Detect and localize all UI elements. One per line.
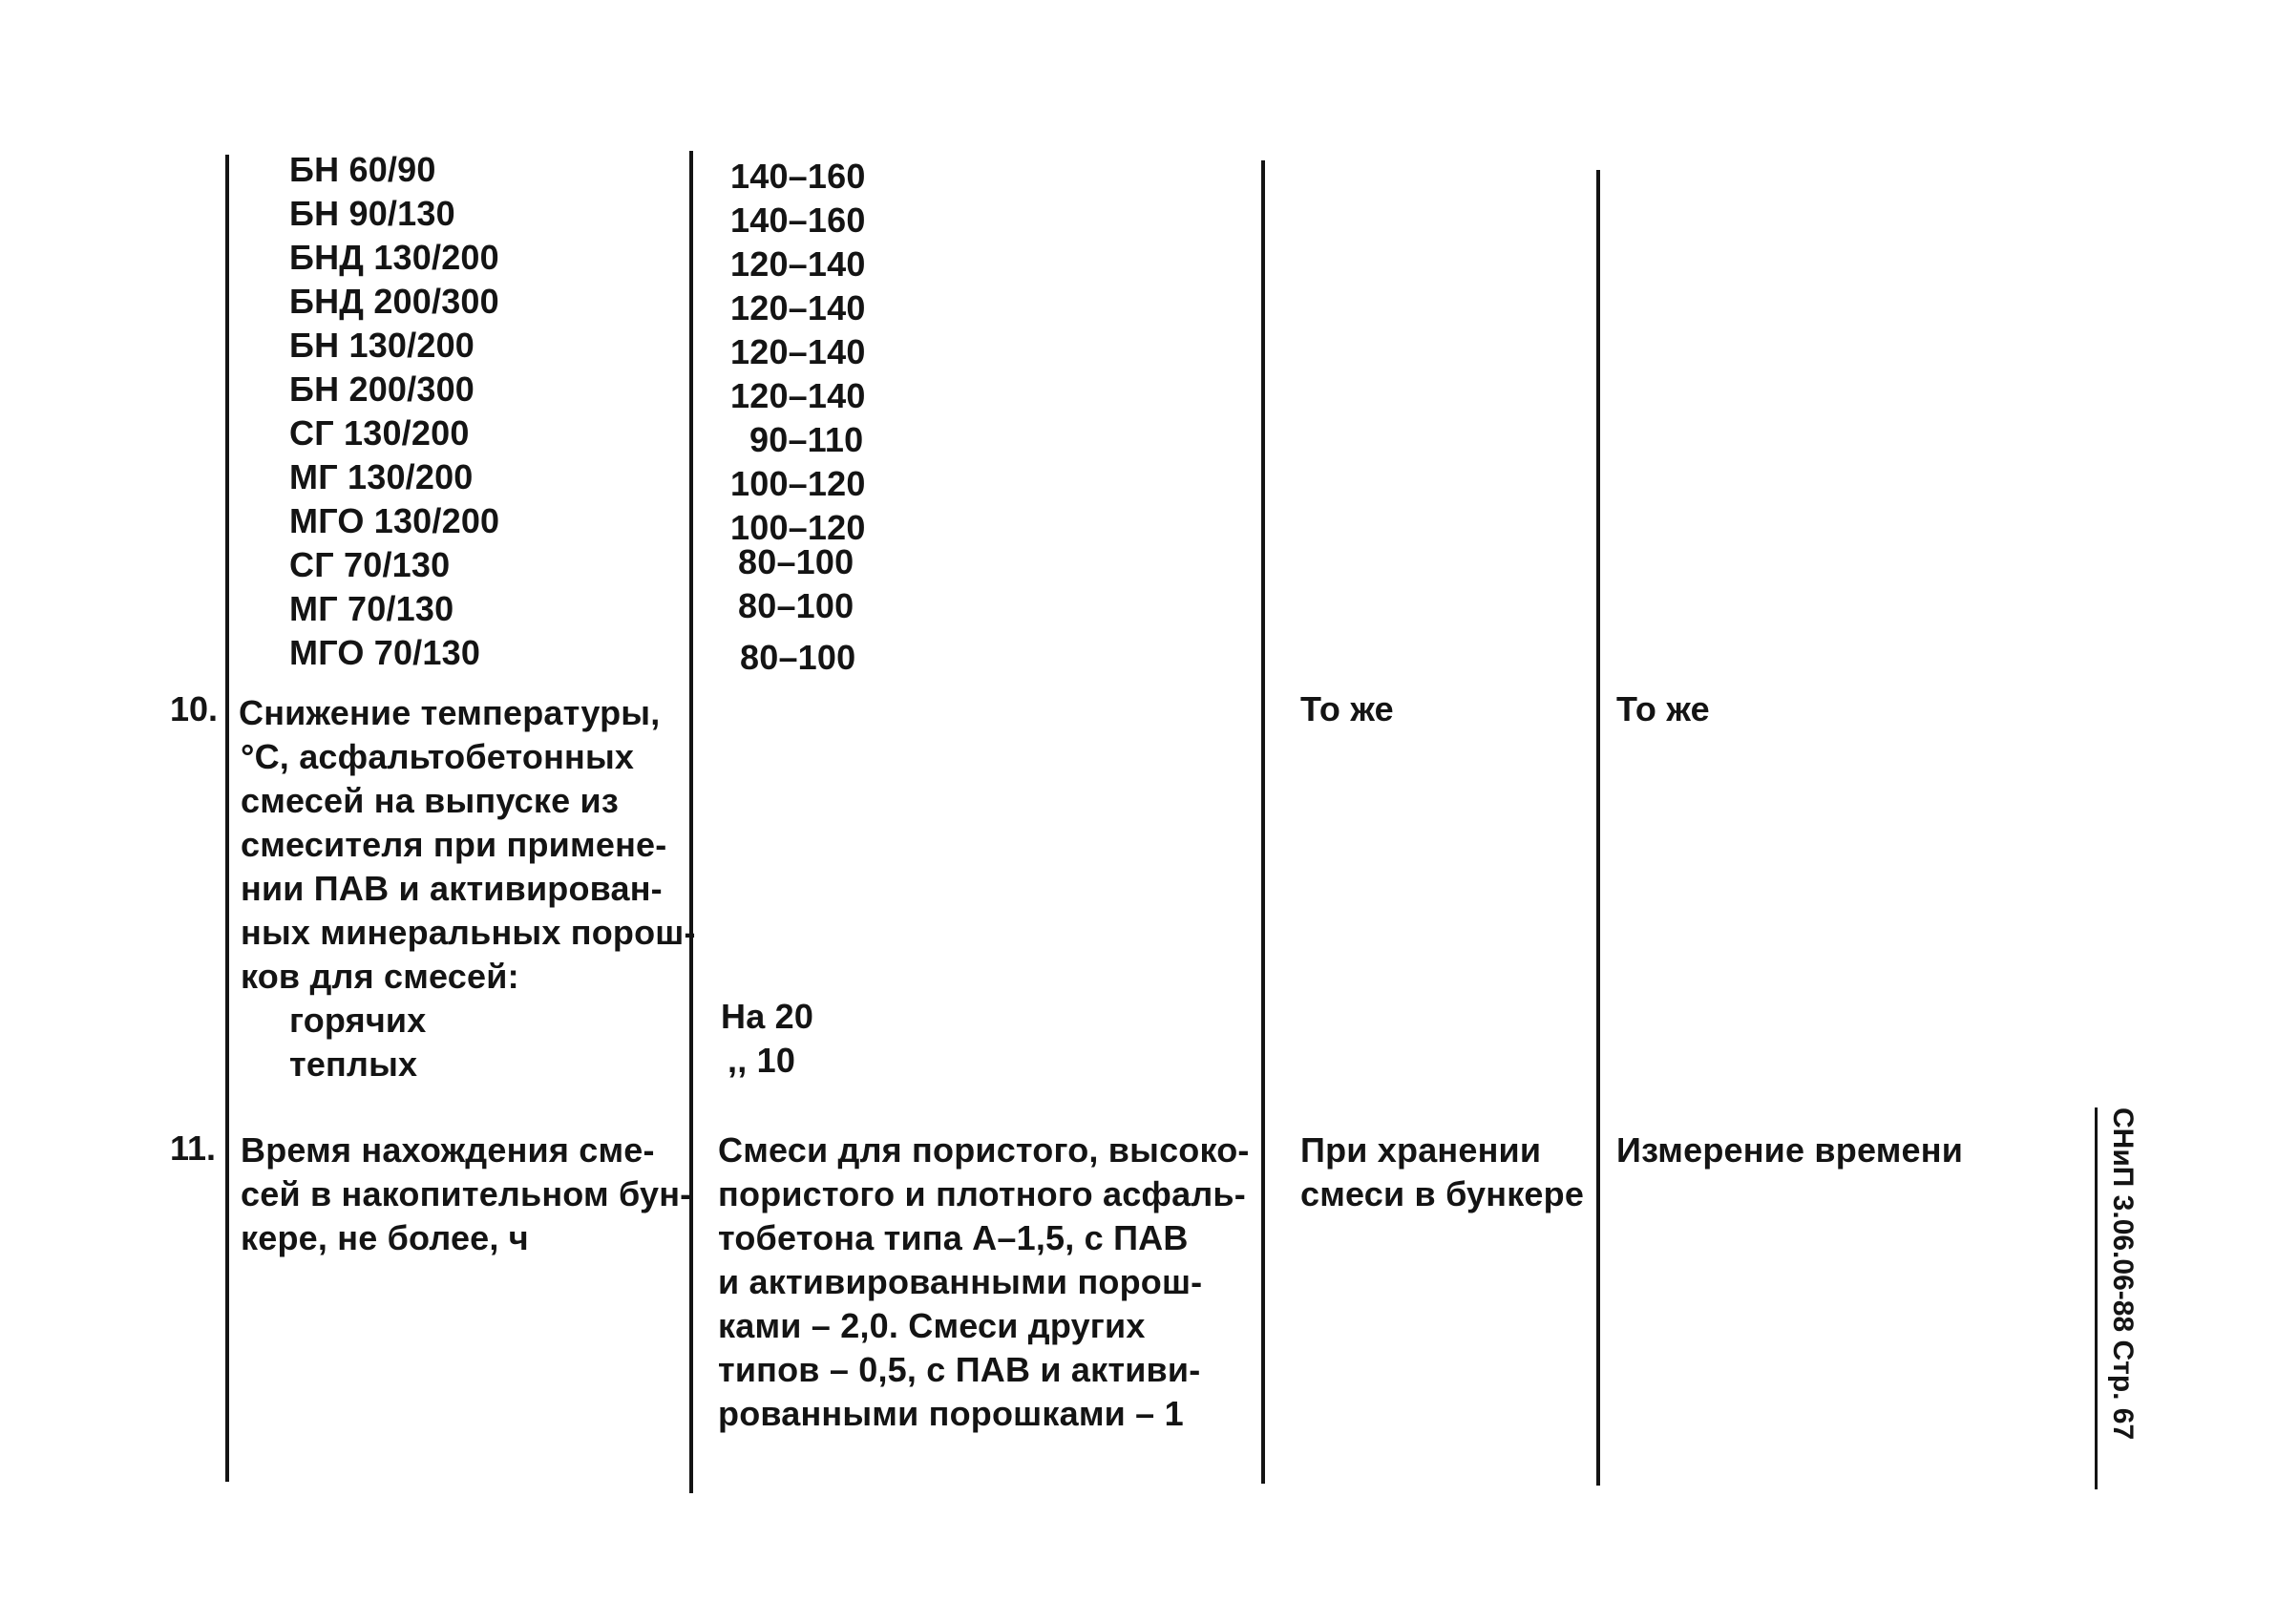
row-number: 10. [170,689,219,728]
grade-label: БНД 130/200 [289,238,499,277]
row11-control-line: смеси в бункере [1300,1174,1585,1213]
side-running-header [2105,1107,2140,1489]
row11-description-line: Время нахождения сме- [241,1130,655,1170]
grade-temperature: 80–100 [738,542,854,581]
row10-control: То же [1300,689,1394,728]
grade-temperature: 140–160 [730,200,866,240]
row10-description-line: смесителя при примене- [241,825,667,864]
grade-label: БН 130/200 [289,326,475,365]
grade-temperature: 120–140 [730,288,866,327]
row11-description-line: кере, не более, ч [241,1218,529,1257]
grade-label: МГ 130/200 [289,457,474,496]
grade-label: МГ 70/130 [289,589,454,628]
side-label-text: СНиП 3.06.06-88 Стр. 67 [2107,1107,2139,1441]
column-rule-3 [1261,160,1265,1484]
row10-description-line: °С, асфальтобетонных [241,737,635,776]
grade-temperature: 100–120 [730,508,866,547]
grade-temperature: 120–140 [730,332,866,371]
grade-label: МГО 130/200 [289,501,500,540]
row10-item-label: теплых [289,1044,418,1084]
row11-control-line: При хранении [1300,1130,1542,1170]
side-label-rule [2095,1107,2098,1489]
grade-temperature: 100–120 [730,464,866,503]
grade-label: СГ 130/200 [289,413,470,453]
row10-description-line: смесей на выпуске из [241,781,619,820]
row11-value-line: рованными порошками – 1 [718,1394,1184,1433]
row10-description-line: Снижение температуры, [239,693,661,732]
row11-value-line: типов – 0,5, с ПАВ и активи- [718,1350,1201,1389]
grade-label: БН 200/300 [289,369,475,409]
column-rule-4 [1596,170,1600,1486]
grade-temperature: 80–100 [738,586,854,625]
row11-description-line: сей в накопительном бун- [241,1174,692,1213]
row10-item-label: горячих [289,1001,427,1040]
row10-description-line: ков для смесей: [241,957,519,996]
row11-method: Измерение времени [1616,1130,1964,1170]
grade-temperature: 90–110 [749,420,864,459]
row11-value-line: и активированными порош- [718,1262,1203,1301]
row11-value-line: ками – 2,0. Смеси других [718,1306,1146,1345]
row10-description-line: ных минеральных порош- [241,913,696,952]
row10-description-line: нии ПАВ и активирован- [241,869,663,908]
row11-value-line: Смеси для пористого, высоко- [718,1130,1250,1170]
grade-label: СГ 70/130 [289,545,451,584]
grade-label: БН 60/90 [289,150,436,189]
grade-label: БНД 200/300 [289,282,499,321]
grade-temperature: 120–140 [730,376,866,415]
grade-label: БН 90/130 [289,194,455,233]
grade-label: МГО 70/130 [289,633,481,672]
column-rule-2 [689,151,693,1493]
row10-method: То же [1616,689,1710,728]
row-number: 11. [170,1128,217,1168]
grade-temperature: 140–160 [730,157,866,196]
row10-item-value: На 20 [721,997,814,1036]
grade-temperature: 120–140 [730,244,866,284]
row11-value-line: пористого и плотного асфаль- [718,1174,1246,1213]
column-rule-1 [225,155,229,1482]
row10-item-value: ,, 10 [728,1041,796,1080]
row11-value-line: тобетона типа А–1,5, с ПАВ [718,1218,1189,1257]
grade-temperature: 80–100 [740,638,856,677]
